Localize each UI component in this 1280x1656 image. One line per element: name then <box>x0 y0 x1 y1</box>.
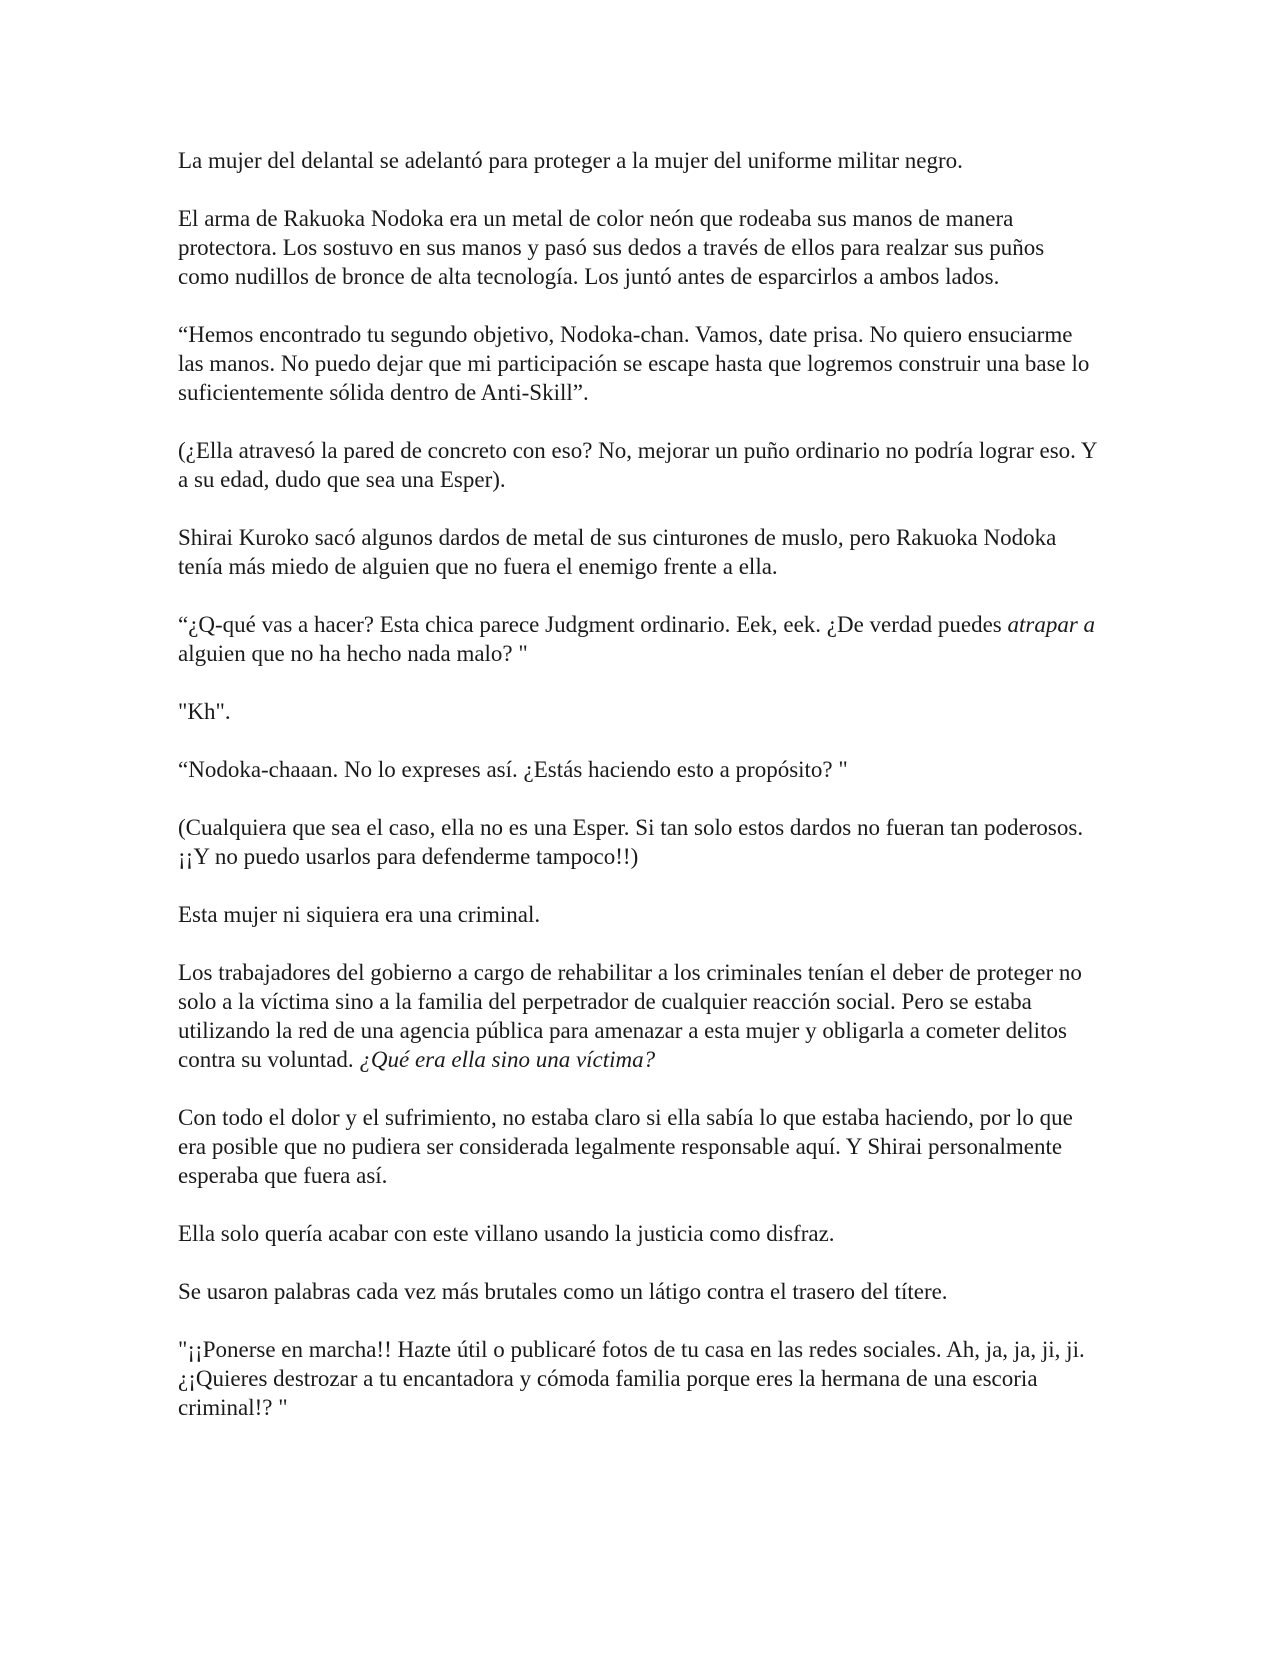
paragraph-emphasis: ¿Qué era ella sino una víctima? <box>359 1047 656 1072</box>
paragraph-text: La mujer del delantal se adelantó para proteger a la mujer del uniforme militar negro. <box>178 148 963 173</box>
paragraph-text: Con todo el dolor y el sufrimiento, no estaba claro si ella sabía lo que estaba haciendo, por lo que era posible que no pudiera ser considerada legalmente responsable aquí. Y Shirai personalmente esperaba que fuera así. <box>178 1105 1073 1188</box>
paragraph-14 <box>178 1277 1098 1306</box>
paragraph-11 <box>178 958 1098 1074</box>
paragraph-5 <box>178 523 1098 581</box>
paragraph-10 <box>178 900 1098 929</box>
paragraph-emphasis: atrapar a <box>1007 612 1096 637</box>
paragraph-8 <box>178 755 1098 784</box>
paragraph-text: Shirai Kuroko sacó algunos dardos de metal de sus cinturones de muslo, pero Rakuoka Nodoka tenía más miedo de alguien que no fuera el enemigo frente a ella. <box>178 525 1057 579</box>
paragraph-text: (¿Ella atravesó la pared de concreto con eso? No, mejorar un puño ordinario no podría lograr eso. Y a su edad, dudo que sea una Esper). <box>178 438 1097 492</box>
paragraph-text: (Cualquiera que sea el caso, ella no es una Esper. Si tan solo estos dardos no fueran tan poderosos. ¡¡Y no puedo usarlos para defenderme tampoco!!) <box>178 815 1084 869</box>
paragraph-text: Los trabajadores del gobierno a cargo de rehabilitar a los criminales tenían el deber de proteger no solo a la víctima sino a la familia del perpetrador de cualquier reacción social. Pero se estaba utilizando la red de una agencia pública para amenazar a esta mujer y obligarla a cometer delitos contra su voluntad. <box>178 960 1082 1072</box>
paragraph-text: Esta mujer ni siquiera era una criminal. <box>178 902 541 927</box>
paragraph-15 <box>178 1335 1098 1422</box>
paragraph-text: El arma de Rakuoka Nodoka era un metal de color neón que rodeaba sus manos de manera protectora. Los sostuvo en sus manos y pasó sus dedos a través de ellos para realzar sus puños como nudillos de bronce de alta tecnología. Los juntó antes de esparcirlos a ambos lados. <box>178 206 1045 289</box>
paragraph-text: "¡¡Ponerse en marcha!! Hazte útil o publicaré fotos de tu casa en las redes sociales. Ah, ja, ja, ji, ji. ¿¡Quieres destrozar a tu encantadora y cómoda familia porque eres la hermana de una escoria criminal!? " <box>178 1337 1085 1420</box>
paragraph-3 <box>178 320 1098 407</box>
paragraph-4 <box>178 436 1098 494</box>
paragraph-1 <box>178 146 1098 175</box>
paragraph-12 <box>178 1103 1098 1190</box>
paragraph-13 <box>178 1219 1098 1248</box>
paragraph-text: “Hemos encontrado tu segundo objetivo, Nodoka-chan. Vamos, date prisa. No quiero ensuciarme las manos. No puedo dejar que mi participación se escape hasta que logremos construir una base lo suficientemente sólida dentro de Anti-Skill”. <box>178 322 1090 405</box>
paragraph-7 <box>178 697 1098 726</box>
paragraph-text: “Nodoka-chaaan. No lo expreses así. ¿Estás haciendo esto a propósito? " <box>178 757 848 782</box>
paragraph-text: Ella solo quería acabar con este villano usando la justicia como disfraz. <box>178 1221 835 1246</box>
paragraph-text: alguien que no ha hecho nada malo? " <box>178 641 528 666</box>
paragraph-text: “¿Q-qué vas a hacer? Esta chica parece Judgment ordinario. Eek, eek. ¿De verdad puedes <box>178 612 1008 637</box>
paragraph-text: "Kh". <box>178 699 231 724</box>
paragraph-9 <box>178 813 1098 871</box>
paragraph-2 <box>178 204 1098 291</box>
paragraph-6 <box>178 610 1098 668</box>
paragraph-text: Se usaron palabras cada vez más brutales como un látigo contra el trasero del títere. <box>178 1279 948 1304</box>
document-page <box>178 146 1098 1451</box>
